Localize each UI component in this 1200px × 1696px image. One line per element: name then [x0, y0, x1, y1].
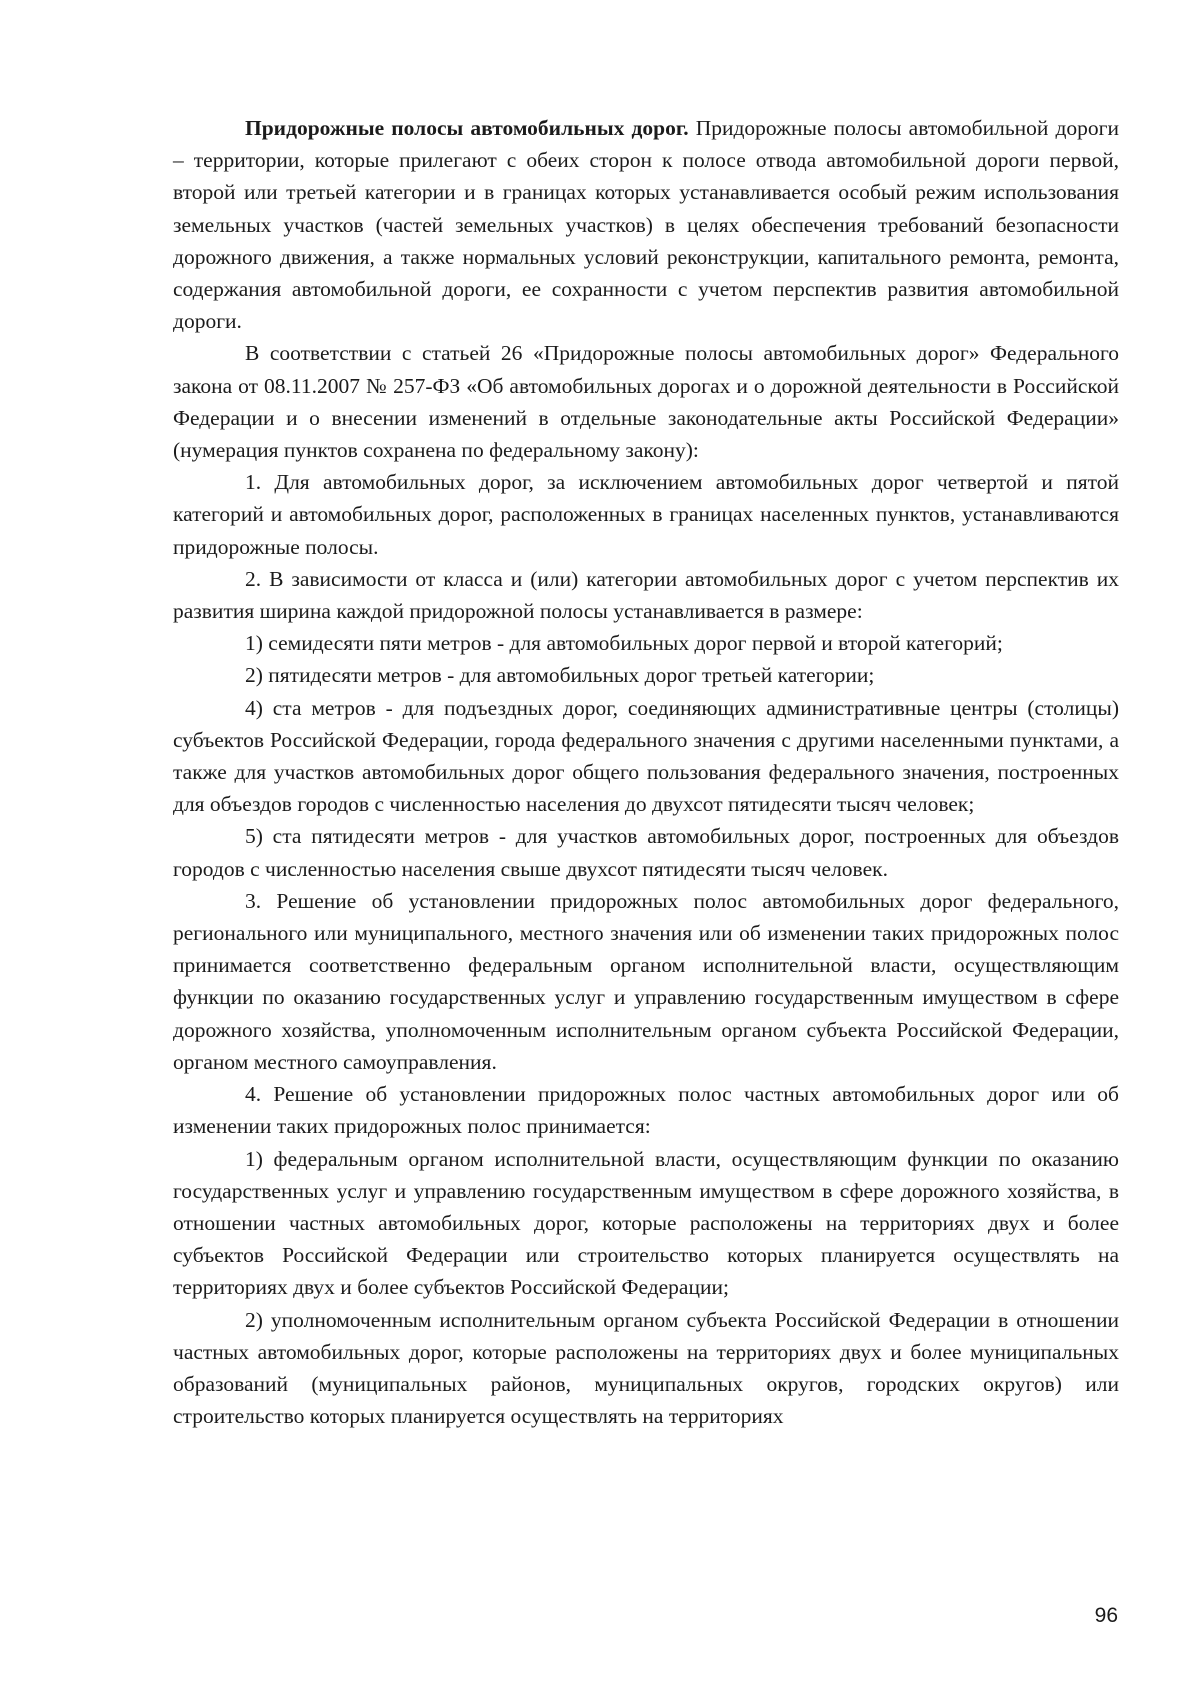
paragraph-subitem-4-2: 2) уполномоченным исполнительным органом субъекта Российской Федерации в отношении частных автомобильных дорог, которые расположены на территориях двух и более муниципальных образований (муниципальных районов, муниципальных округов, городских округов) или строительство которых планируется осуществлять на территориях [173, 1307, 1119, 1429]
paragraph-item-3: 3. Решение об установлении придорожных полос автомобильных дорог федерального, регионального или муниципального, местного значения или об изменении таких придорожных полос принимается соответственно федеральным органом исполнительной власти, осуществляющим функции по оказанию государственных услуг и управлению государственным имуществом в сфере дорожного хозяйства, уполномоченным исполнительным органом субъекта Российской Федерации, органом местного самоуправления. [173, 888, 1119, 1074]
intro-text: Придорожные полосы автомобильной дороги – территории, которые прилегают с обеих сторон к полосе отвода автомобильной дороги первой, второй или третьей категории и в границах которых устанавливается особый режим использования земельных участков (частей земельных участков) в целях обеспечения требований безопасности дорожного движения, а также нормальных условий реконструкции, капитального ремонта, ремонта, содержания автомобильной дороги, ее сохранности с учетом перспектив развития автомобильной дороги. [173, 116, 1120, 334]
intro-paragraph [173, 112, 1119, 337]
page-number: 96 [1094, 1604, 1118, 1627]
paragraph-subitem-2-2: 2) пятидесяти метров - для автомобильных дорог третьей категории; [245, 663, 875, 688]
paragraph-subitem-2-1: 1) семидесяти пяти метров - для автомобильных дорог первой и второй категорий; [245, 631, 1003, 656]
paragraph-subitem-2-4: 4) ста метров - для подъездных дорог, соединяющих административные центры (столицы) субъектов Российской Федерации, города федерального значения с другими населенными пунктами, а также для участков автомобильных дорог общего пользования федерального значения, построенных для объездов городов с численностью населения до двухсот пятидесяти тысяч человек; [173, 695, 1119, 817]
paragraph-article-26: В соответствии с статьей 26 «Придорожные полосы автомобильных дорог» Федерального закона от 08.11.2007 № 257-ФЗ «Об автомобильных дорогах и о дорожной деятельности в Российской Федерации и о внесении изменений в отдельные законодательные акты Российской Федерации» (нумерация пунктов сохранена по федеральному закону): [173, 341, 1119, 463]
paragraph-subitem-4-1: 1) федеральным органом исполнительной власти, осуществляющим функции по оказанию государственных услуг и управлению государственным имуществом в сфере дорожного хозяйства, в отношении частных автомобильных дорог, которые расположены на территориях двух и более субъектов Российской Федерации или строительство которых планируется осуществлять на территориях двух и более субъектов Российской Федерации; [173, 1146, 1119, 1300]
paragraph-item-2: 2. В зависимости от класса и (или) категории автомобильных дорог с учетом перспектив их развития ширина каждой придорожной полосы устанавливается в размере: [173, 566, 1119, 624]
paragraph-subitem-2-5: 5) ста пятидесяти метров - для участков автомобильных дорог, построенных для объездов городов с численностью населения свыше двухсот пятидесяти тысяч человек. [173, 824, 1119, 881]
paragraph-item-1: 1. Для автомобильных дорог, за исключением автомобильных дорог четвертой и пятой категорий и автомобильных дорог, расположенных в границах населенных пунктов, устанавливаются придорожные полосы. [173, 470, 1119, 559]
document-body [173, 112, 1119, 1432]
paragraph-item-4: 4. Решение об установлении придорожных полос частных автомобильных дорог или об изменении таких придорожных полос принимается: [173, 1082, 1119, 1139]
intro-heading: Придорожные полосы автомобильных дорог. [245, 116, 689, 140]
